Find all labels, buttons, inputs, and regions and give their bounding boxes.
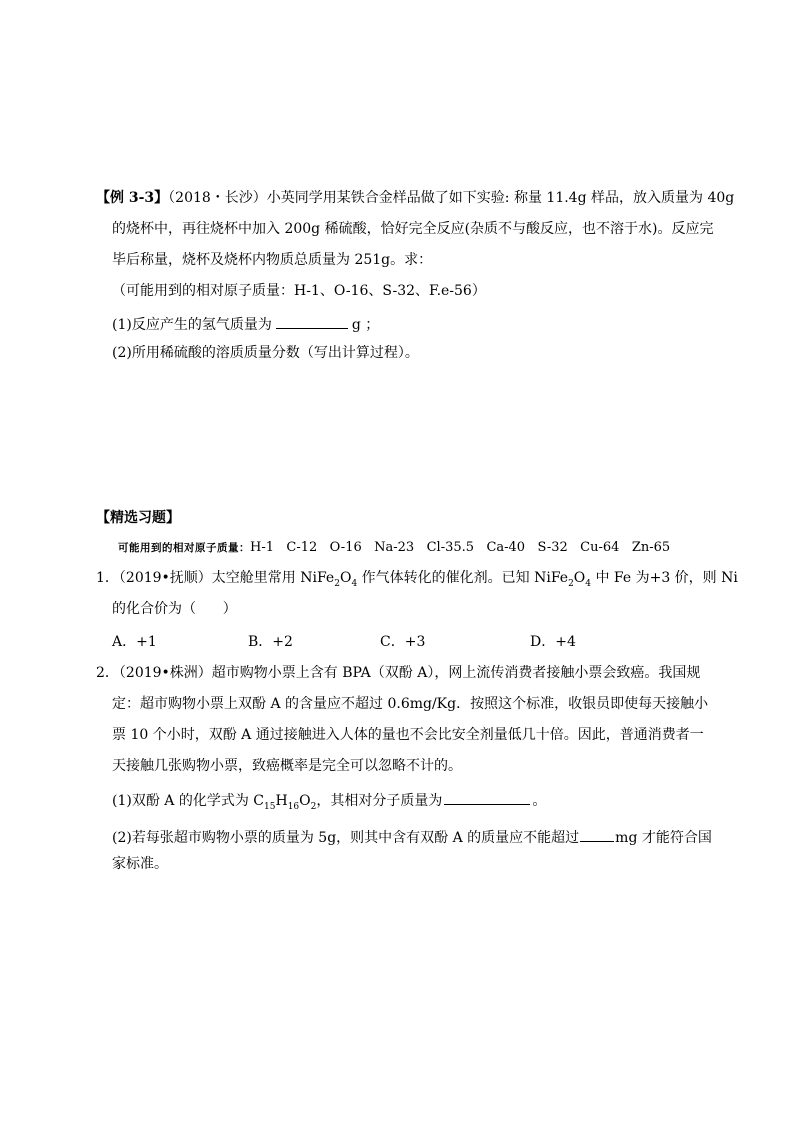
problem-1-line-1 <box>96 570 738 589</box>
example-label: 【例 3-3】 <box>96 190 169 206</box>
problem-2-question-2-line-2 <box>112 856 168 872</box>
example-line-1 <box>96 190 734 206</box>
problem-2-text-3: 票 10 个小时，双酚 A 通过接触进入人体的量也不会比安全剂量低几十倍。因此，普通消费者一 <box>112 727 704 743</box>
problem-2-line-4 <box>112 758 462 774</box>
choice-c[interactable]: C．+3 <box>380 634 426 650</box>
problem-1-text-c: 作气体转化的催化剂。已知 NiFe <box>357 570 569 586</box>
problem-1-text-e: 中 Fe 为+3 价，则 Ni <box>591 570 738 586</box>
example-line-2 <box>112 221 714 237</box>
example-text-4: （可能用到的相对原子质量：H-1、O-16、S-32、F.e-56） <box>112 283 486 299</box>
example-q1-text: (1)反应产生的氢气质量为 <box>112 317 272 333</box>
section-title <box>96 510 180 526</box>
problem-2-line-3 <box>112 727 704 743</box>
atomic-masses-label: 可能用到的相对原子质量： <box>118 542 250 554</box>
problem-1-text-d: O <box>573 570 586 586</box>
problem-2-text-1: （2019•株洲）超市购物小票上含有 BPA（双酚 A），网上流传消费者接触小票会致癌。我国规 <box>118 665 701 681</box>
problem-1-text-a: （2019•抚顺）太空舱里常用 NiFe <box>118 570 335 586</box>
problem-2-line-1 <box>96 665 700 681</box>
problem-2-question-2 <box>112 827 712 846</box>
example-text-3: 毕后称量，烧杯及烧杯内物质总质量为 251g。求： <box>112 252 433 268</box>
problem-2-q1-end: 。 <box>532 793 547 809</box>
problem-2-text-2: 定：超市购物小票上双酚 A 的含量应不超过 0.6mg/Kg．按照这个标准，收银员即使每天接触小 <box>112 696 709 712</box>
choice-b[interactable]: B．+2 <box>248 634 293 650</box>
problem-2-line-2 <box>112 696 708 712</box>
problem-2-number: 2． <box>96 665 119 681</box>
problem-2-q2-text-b: mg 才能符合国 <box>615 830 712 846</box>
example-question-2 <box>112 345 419 361</box>
subscript: 2 <box>310 801 317 812</box>
atomic-masses-line <box>118 540 670 556</box>
problem-2-question-1 <box>112 790 547 812</box>
problem-2-q1-text-c: O <box>299 793 311 809</box>
example-q1-unit: g ； <box>351 317 380 333</box>
problem-2-q1-text-a: (1)双酚 A 的化学式为 C <box>112 793 265 809</box>
answer-blank[interactable] <box>444 790 530 805</box>
answer-blank[interactable] <box>580 827 614 842</box>
subscript: 16 <box>287 801 300 812</box>
example-text-2: 的烧杯中，再往烧杯中加入 200g 稀硫酸，恰好完全反应(杂质不与酸反应，也不溶于水)。反应完 <box>112 221 714 237</box>
problem-2-q2-text-a: (2)若每张超市购物小票的质量为 5g，则其中含有双酚 A 的质量应不能超过 <box>112 830 580 846</box>
problem-1-text-b: O <box>339 570 352 586</box>
example-text-1: （2018・长沙）小英同学用某铁合金样品做了如下实验: 称量 11.4g 样品，放入质量为 40g <box>168 190 735 206</box>
problem-2-q2-text-2: 家标准。 <box>112 856 168 872</box>
problem-1-number: 1． <box>96 570 119 586</box>
subscript: 2 <box>568 578 574 589</box>
problem-1-text-2: 的化合价为（ ） <box>112 601 237 617</box>
choice-a[interactable]: A．+1 <box>112 634 157 650</box>
problem-1-line-2 <box>112 601 237 617</box>
example-line-3 <box>112 252 432 268</box>
answer-blank[interactable] <box>276 314 348 329</box>
subscript: 15 <box>264 801 276 812</box>
problem-2-q1-text-d: ，其相对分子质量为 <box>316 793 443 809</box>
section-title-text: 【精选习题】 <box>96 510 180 526</box>
example-q2-text: (2)所用稀硫酸的溶质质量分数（写出计算过程）。 <box>112 345 419 361</box>
example-question-1 <box>112 314 379 333</box>
example-line-4 <box>112 283 486 299</box>
problem-2-text-4: 天接触几张购物小票，致癌概率是完全可以忽略不计的。 <box>112 758 462 774</box>
choice-d[interactable]: D．+4 <box>530 634 576 650</box>
subscript: 2 <box>334 578 340 589</box>
atomic-masses-values: H-1 C-12 O-16 Na-23 Cl-35.5 Ca-40 S-32 Cu-64 Zn-65 <box>250 540 671 555</box>
subscript: 4 <box>585 578 592 589</box>
problem-2-q1-text-b: H <box>275 793 288 809</box>
subscript: 4 <box>351 578 358 589</box>
